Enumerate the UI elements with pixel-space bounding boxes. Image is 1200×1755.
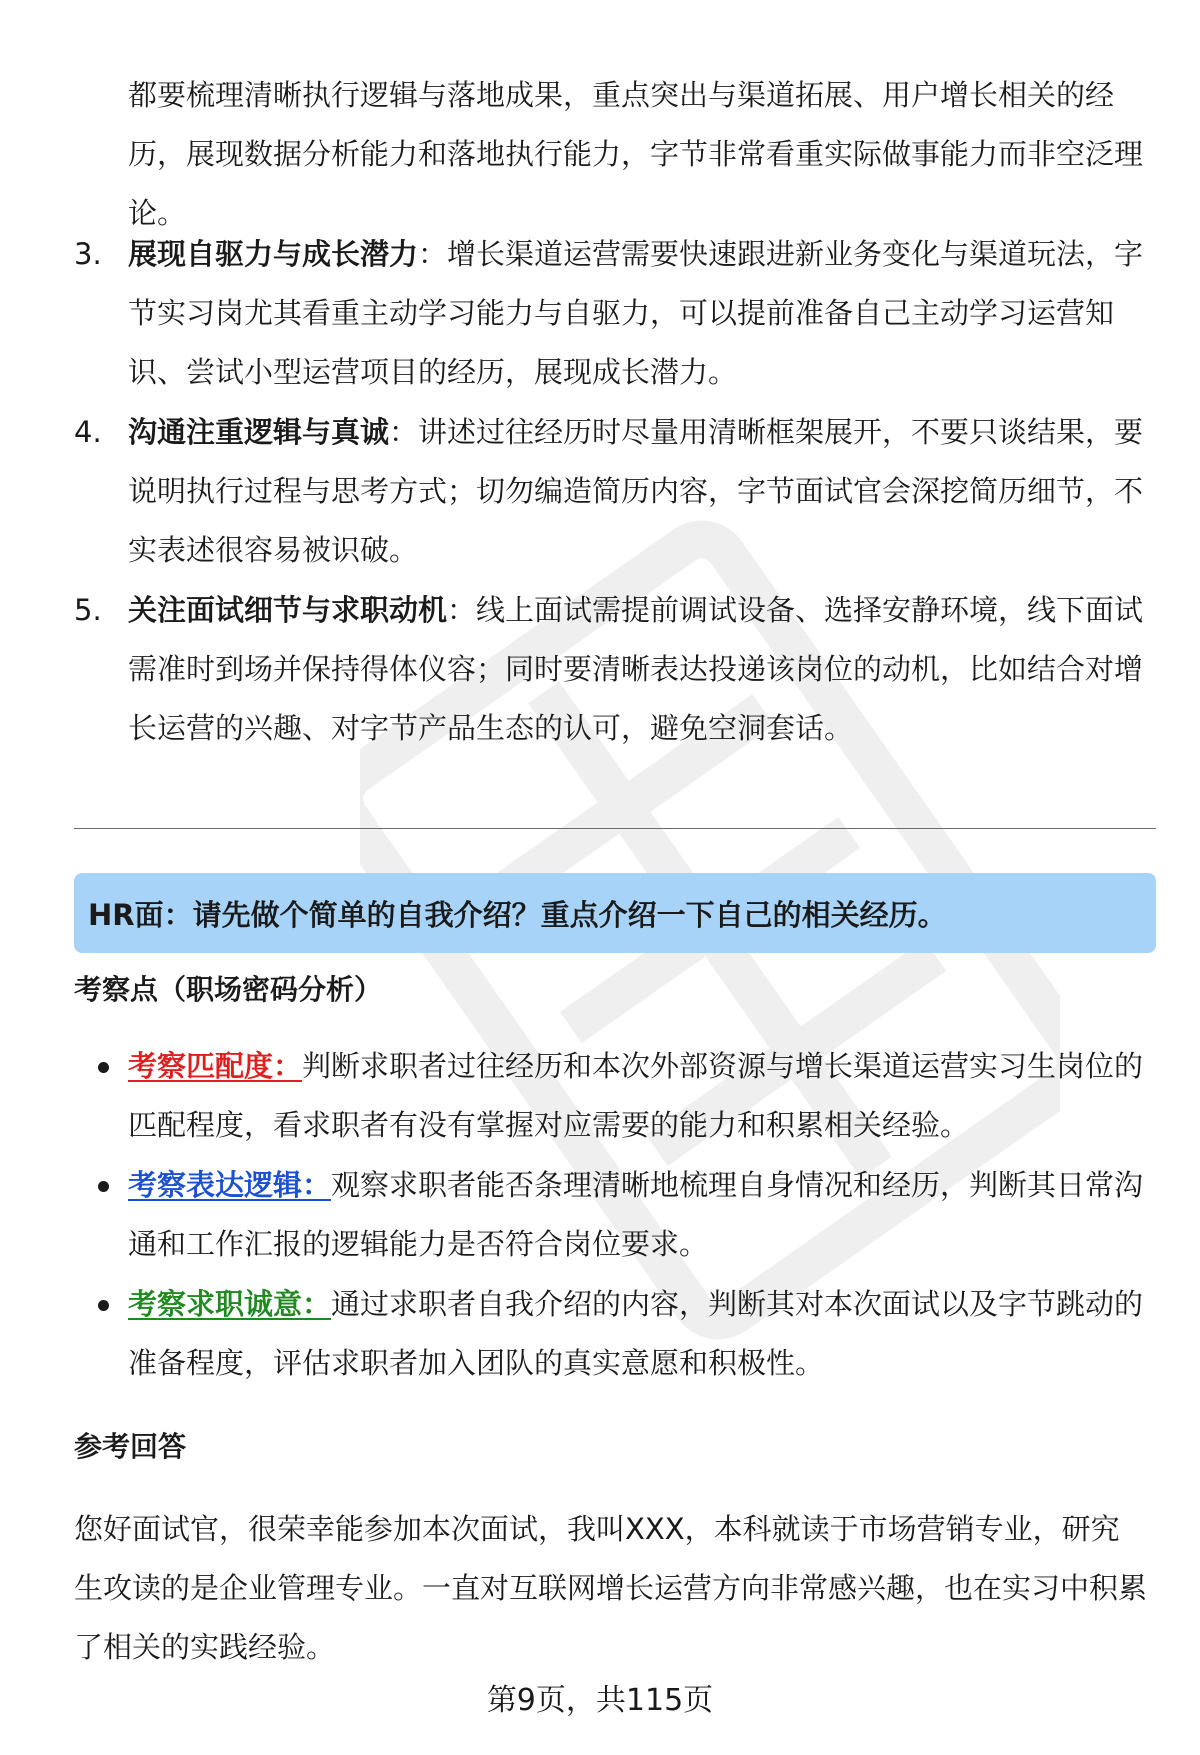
answer-paragraph: 您好面试官，很荣幸能参加本次面试，我叫XXX，本科就读于市场营销专业，研究生攻读的是企业管理专业。一直对互联网增长运营方向非常感兴趣，也在实习中积累了相关的实践经验。 [74,1512,1148,1664]
bullet-text: 判断求职者过往经历和本次外部资源与增长渠道运营实习生岗位的匹配程度，看求职者有没有掌握对应需要的能力和积累相关经验。 [128,1049,1144,1142]
page-number: 第9页，共115页 [486,1683,714,1718]
list-item-text: 增长渠道运营需要快速跟进新业务变化与渠道玩法，字节实习岗尤其看重主动学习能力与自驱力，可以提前准备自己主动学习运营知识、尝试小型运营项目的经历，展现成长潜力。 [128,237,1144,389]
list-item-body [128,403,1148,580]
list-item-number: 3. [74,237,102,271]
bullet-dot-icon [98,1156,128,1274]
question-box [74,873,1156,953]
list-item-number: 5. [74,593,102,627]
bullet-body [128,1156,1148,1274]
list-item-colon: ： [418,237,448,271]
analysis-bullet [98,1275,1148,1393]
bullet-label: 考察求职诚意： [128,1287,332,1321]
list-item-text: 线上面试需提前调试设备、选择安静环境，线下面试需准时到场并保持得体仪容；同时要清晰表达投递该岗位的动机，比如结合对增长运营的兴趣、对字节产品生态的认可，避免空洞套话。 [128,593,1144,745]
bullet-label: 考察匹配度： [128,1049,303,1083]
list-item-title: 展现自驱力与成长潜力 [128,237,419,271]
question-text: HR面：请先做个简单的自我介绍？重点介绍一下自己的相关经历。 [88,897,947,932]
list-item-text: 讲述过往经历时尽量用清晰框架展开，不要只谈结果，要说明执行过程与思考方式；切勿编造简历内容，字节面试官会深挖简历细节，不实表述很容易被识破。 [128,415,1144,567]
list-item-title: 沟通注重逻辑与真诚 [128,415,390,449]
bullet-body [128,1275,1148,1393]
list-item-body [128,581,1148,758]
answer-heading: 参考回答 [74,1430,187,1463]
list-item-body [128,225,1148,402]
list-item-number: 4. [74,415,102,449]
list-item [74,225,1148,402]
list-item-colon: ： [389,415,419,449]
bullet-dot-icon [98,1275,128,1393]
bullet-dot-icon [98,1037,128,1155]
bullet-text: 观察求职者能否条理清晰地梳理自身情况和经历，判断其日常沟通和工作汇报的逻辑能力是否符合岗位要求。 [128,1168,1144,1261]
section-divider [74,828,1156,829]
continuation-paragraph: 都要梳理清晰执行逻辑与落地成果，重点突出与渠道拓展、用户增长相关的经历，展现数据分析能力和落地执行能力，字节非常看重实际做事能力而非空泛理论。 [128,78,1144,230]
analysis-bullet [98,1156,1148,1274]
list-item [74,403,1148,580]
analysis-bullet [98,1037,1148,1155]
list-item-title: 关注面试细节与求职动机 [128,593,448,627]
list-item-colon: ： [447,593,477,627]
bullet-text: 通过求职者自我介绍的内容，判断其对本次面试以及字节跳动的准备程度，评估求职者加入团队的真实意愿和积极性。 [128,1287,1144,1380]
analysis-heading: 考察点（职场密码分析） [74,973,383,1006]
bullet-label: 考察表达逻辑： [128,1168,332,1202]
list-item [74,581,1148,758]
bullet-body [128,1037,1148,1155]
